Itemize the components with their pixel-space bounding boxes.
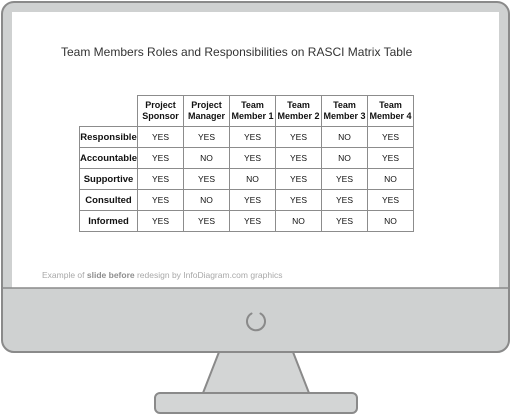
table-cell: YES xyxy=(138,127,184,148)
table-cell: YES xyxy=(230,148,276,169)
table-corner-cell xyxy=(80,96,138,127)
table-cell: YES xyxy=(368,148,414,169)
row-label: Informed xyxy=(80,211,138,232)
row-label: Consulted xyxy=(80,190,138,211)
column-header-team-member-3: Team Member 3 xyxy=(322,96,368,127)
table-cell: YES xyxy=(184,169,230,190)
table-cell: YES xyxy=(138,211,184,232)
table-cell: YES xyxy=(138,169,184,190)
column-header-team-member-1: Team Member 1 xyxy=(230,96,276,127)
table-cell: NO xyxy=(322,127,368,148)
row-label: Responsible xyxy=(80,127,138,148)
table-cell: YES xyxy=(230,127,276,148)
table-cell: YES xyxy=(322,169,368,190)
rasci-matrix-table xyxy=(79,95,414,232)
row-label: Accountable xyxy=(80,148,138,169)
table-cell: YES xyxy=(276,169,322,190)
row-label: Supportive xyxy=(80,169,138,190)
table-cell: NO xyxy=(322,148,368,169)
table-row-responsible xyxy=(80,127,414,148)
table-cell: NO xyxy=(184,190,230,211)
table-cell: YES xyxy=(138,190,184,211)
table-cell: YES xyxy=(230,211,276,232)
table-cell: YES xyxy=(322,190,368,211)
column-header-project-manager: Project Manager xyxy=(184,96,230,127)
column-header-team-member-2: Team Member 2 xyxy=(276,96,322,127)
table-cell: YES xyxy=(184,211,230,232)
column-header-team-member-4: Team Member 4 xyxy=(368,96,414,127)
table-row-supportive xyxy=(80,169,414,190)
column-header-project-sponsor: Project Sponsor xyxy=(138,96,184,127)
table-cell: YES xyxy=(368,127,414,148)
slide-title: Team Members Roles and Responsibilities on RASCI Matrix Table xyxy=(61,45,413,59)
table-cell: NO xyxy=(368,169,414,190)
table-cell: NO xyxy=(368,211,414,232)
table-cell: YES xyxy=(368,190,414,211)
table-cell: NO xyxy=(230,169,276,190)
table-cell: YES xyxy=(276,190,322,211)
table-row-accountable xyxy=(80,148,414,169)
power-icon[interactable] xyxy=(241,306,271,336)
table-cell: YES xyxy=(276,148,322,169)
table-cell: YES xyxy=(230,190,276,211)
table-cell: YES xyxy=(138,148,184,169)
table-cell: YES xyxy=(276,127,322,148)
table-cell: YES xyxy=(322,211,368,232)
table-row-informed xyxy=(80,211,414,232)
table-cell: NO xyxy=(184,148,230,169)
table-cell: NO xyxy=(276,211,322,232)
table-row-consulted xyxy=(80,190,414,211)
slide-caption: Example of slide before redesign by InfoDiagram.com graphics xyxy=(42,270,283,280)
table-cell: YES xyxy=(184,127,230,148)
table-header-row xyxy=(80,96,414,127)
